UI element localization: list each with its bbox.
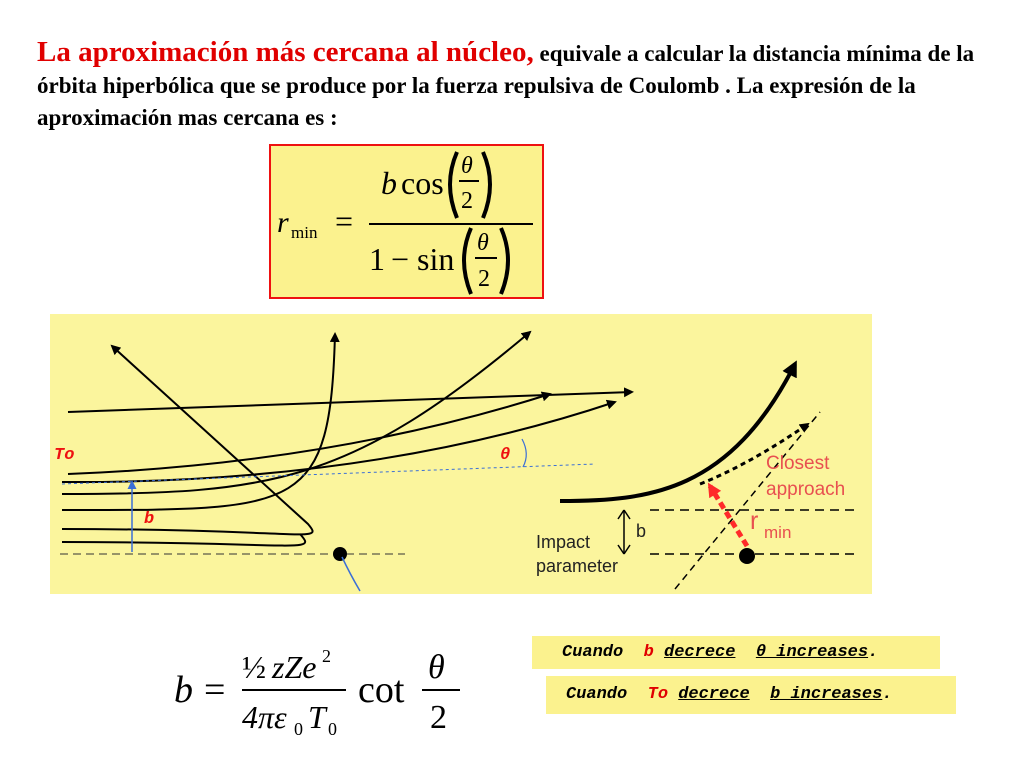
- note2-end: .: [882, 685, 893, 704]
- heading-text: [37, 36, 1012, 134]
- num-two: 2: [461, 188, 473, 214]
- impact-parameter-formula: [170, 640, 500, 740]
- note1-red: b: [643, 643, 654, 662]
- rmin-label-r: r: [750, 507, 759, 535]
- note-to-decrease: [546, 676, 956, 714]
- nucleus-right: [739, 548, 755, 564]
- bf-cot: cot: [358, 669, 405, 711]
- bf-half: ½: [242, 649, 266, 685]
- note2-space2: [750, 685, 770, 704]
- num-theta: θ: [461, 153, 473, 179]
- rmin-label-sub: min: [764, 523, 792, 542]
- closest-label-2: approach: [766, 479, 846, 500]
- bf-t: T: [308, 699, 326, 735]
- rmin-r: r: [277, 206, 289, 239]
- hyperbola-path: [560, 364, 795, 501]
- theta-arc: [522, 439, 526, 467]
- impact-label-1: Impact: [536, 532, 591, 552]
- note-b-decrease: [532, 636, 940, 669]
- heading-rest: equivale a calcular la distancia mínima de la órbita hiperbólica que se produce por la fuerza repulsiva de Coulomb . La expresión de la aproximación mas cercana es :: [37, 41, 975, 130]
- trajectory-2: [68, 394, 550, 474]
- note1-space: [654, 643, 664, 662]
- note2-red: To: [647, 685, 669, 704]
- b-formula-svg: [170, 640, 500, 740]
- b-label-left: b: [144, 510, 155, 529]
- num-b: b: [381, 165, 397, 201]
- den-one: 1: [369, 241, 385, 277]
- b-label-right: b: [636, 521, 647, 541]
- bf-b: b: [174, 669, 193, 711]
- num-cos: cos: [401, 165, 444, 201]
- bf-theta: θ: [428, 649, 445, 686]
- note1-text1: Cuando: [562, 643, 644, 662]
- note1-underline1: decrece: [664, 643, 736, 662]
- bf-sq: 2: [322, 646, 331, 666]
- note1-end: .: [868, 643, 879, 662]
- rmin-formula-box: [269, 144, 544, 299]
- nucleus-pointer: [342, 557, 360, 591]
- scattering-svg: [50, 314, 872, 594]
- nucleus-left: [333, 547, 347, 561]
- rmin-formula: [271, 146, 542, 297]
- closest-label-1: Closest: [766, 453, 830, 474]
- rmin-arrow: [710, 486, 747, 546]
- trajectory-7: [62, 534, 305, 546]
- den-two: 2: [478, 266, 490, 292]
- den-minus: −: [391, 241, 410, 277]
- to-label: To: [54, 446, 75, 465]
- rmin-equals: =: [335, 203, 354, 239]
- note2-space: [668, 685, 678, 704]
- den-theta: θ: [477, 230, 489, 256]
- theta-label: θ: [500, 446, 511, 465]
- bf-zze: zZe: [272, 649, 317, 685]
- heading-lead: La aproximación más cercana al núcleo,: [37, 36, 534, 68]
- bf-den-sub: 0: [294, 719, 303, 739]
- bf-equals: =: [204, 669, 226, 711]
- den-sin: sin: [417, 241, 455, 277]
- trajectory-5: [62, 334, 335, 510]
- bf-two: 2: [430, 699, 447, 736]
- note2-underline2: b increases: [770, 685, 883, 704]
- note2-underline1: decrece: [678, 685, 750, 704]
- trajectory-6: [62, 346, 313, 534]
- bf-t-sub: 0: [328, 719, 337, 739]
- note1-space2: [735, 643, 755, 662]
- scattering-diagram: [50, 314, 872, 594]
- note1-underline2: θ increases: [755, 643, 869, 662]
- rmin-sub: min: [291, 223, 318, 242]
- note2-text1: Cuando: [566, 685, 648, 704]
- bf-den: 4πε: [242, 699, 287, 735]
- impact-label-2: parameter: [536, 556, 619, 576]
